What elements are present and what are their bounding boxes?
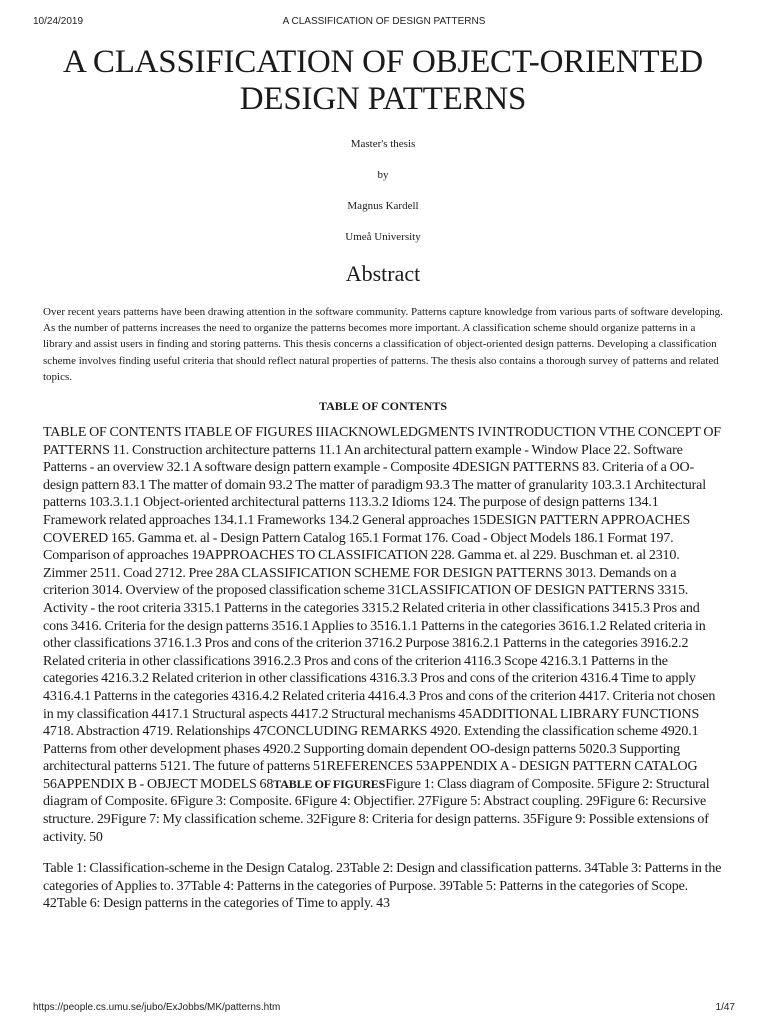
page-title: A CLASSIFICATION OF OBJECT-ORIENTED DESIGN PATTERNS [63,44,703,117]
figures-text: Figure 1: Class diagram of Composite. 5Figure 2: Structural diagram of Composite. 6Figure 3: Composite. 6Figure 4: Objectifier. 27Figure 5: Abstract coupling. 29Figure 6: Recursive structure. 29Figure 7: My classification scheme. 32Figure 8: Criteria for design patterns. 35Figure 9: Possible extensions of activity. 50 [43,776,710,845]
page-number: 1/47 [715,1002,735,1013]
university-name: Umeå University [345,231,421,243]
print-document-title: A CLASSIFICATION OF DESIGN PATTERNS [282,16,486,27]
abstract-text: Over recent years patterns have been drawing attention in the software community. Patterns capture knowledge from various parts of software developing. As the number of patterns increases the need to organize the patterns becomes more important. A classification scheme should organize patterns in a library and assist users in finding and storing patterns. This thesis concerns a classification of object-oriented design patterns. Developing a classification scheme involves finding useful criteria that should reflect natural properties of patterns. The thesis also contains a thorough survey of patterns and related topics. [43,306,723,383]
by-label: by [377,169,389,181]
thesis-meta [43,138,723,244]
thesis-type: Master's thesis [350,138,416,150]
abstract-heading: Abstract [345,261,421,286]
page-url: https://people.cs.umu.se/jubo/ExJobbs/MK/patterns.htm [33,1002,281,1013]
print-header [33,16,735,32]
toc-text: TABLE OF CONTENTS ITABLE OF FIGURES IIIACKNOWLEDGMENTS IVINTRODUCTION VTHE CONCEPT OF PATTERNS 11. Construction architecture patterns 11.1 An architectural pattern example - Window Place 22. Software Patterns - an overview 32.1 A software design pattern example - Composite 4DESIGN PATTERNS 83. Criteria of a OO-design pattern 83.1 The matter of domain 93.2 The matter of paradigm 93.3 The matter of granularity 103.3.1 Architectural patterns 103.3.1.1 Object-oriented architectural patterns 113.3.2 Idioms 124. The purpose of design patterns 134.1 Framework related approaches 134.1.1 Frameworks 134.2 General approaches 15DESIGN PATTERN APPROACHES COVERED 165. Gamma et. al - Design Pattern Catalog 165.1 Format 176. Coad - Object Models 186.1 Format 197. Comparison of approaches 19APPROACHES TO CLASSIFICATION 228. Gamma et. al 229. Buschman et. al 2310. Zimmer 2511. Coad 2712. Pree 28A CLASSIFICATION SCHEME FOR DESIGN PATTERNS 3013. Demands on a criterion 3014. Overview of the proposed classification scheme 31CLASSIFICATION OF DESIGN PATTERNS 3315. Activity - the root criteria 3315.1 Patterns in the categories 3315.2 Related criteria in other classifications 3415.3 Pros and cons 3416. Criteria for the design patterns 3516.1 Applies to 3516.1.1 Patterns in the categories 3616.1.2 Related criteria in other classifications 3716.1.3 Pros and cons of the criterion 3716.2 Purpose 3816.2.1 Patterns in the categories 3916.2.2 Related criteria in other classifications 3916.2.3 Pros and cons of the criterion 4116.3 Scope 4216.3.1 Patterns in the categories 4216.3.2 Related criterion in other classifications 4316.3.3 Pros and cons of the criterion 4316.4 Time to apply 4316.4.1 Patterns in the categories 4316.4.2 Related criteria 4416.4.3 Pros and cons of the criterion 4417. Criteria not chosen in my classification 4417.1 Structural aspects 4417.2 Structural mechanisms 45ADDITIONAL LIBRARY FUNCTIONS 4718. Abstraction 4719. Relationships 47CONCLUDING REMARKS 4920. Extending the classification scheme 4920.1 Patterns from other development phases 4920.2 Supporting domain dependent OO-design patterns 5020.3 Supporting architectural patterns 5121. The future of patterns 51REFERENCES 53APPENDIX A - DESIGN PATTERN CATALOG 56APPENDIX B - OBJECT MODELS 68 [43,425,721,792]
print-footer [33,1002,735,1018]
figures-heading: TABLE OF FIGURES [273,776,386,791]
document-content [43,44,723,913]
toc-body [43,424,723,846]
toc-heading: TABLE OF CONTENTS [318,399,448,414]
author-name: Magnus Kardell [347,200,419,212]
print-date: 10/24/2019 [33,16,84,27]
tables-list: Table 1: Classification-scheme in the Design Catalog. 23Table 2: Design and classification patterns. 34Table 3: Patterns in the categories of Applies to. 37Table 4: Patterns in the categories of Purpose. 39Table 5: Patterns in the categories of Scope. 42Table 6: Design patterns in the categories of Time to apply. 43 [43,861,722,912]
